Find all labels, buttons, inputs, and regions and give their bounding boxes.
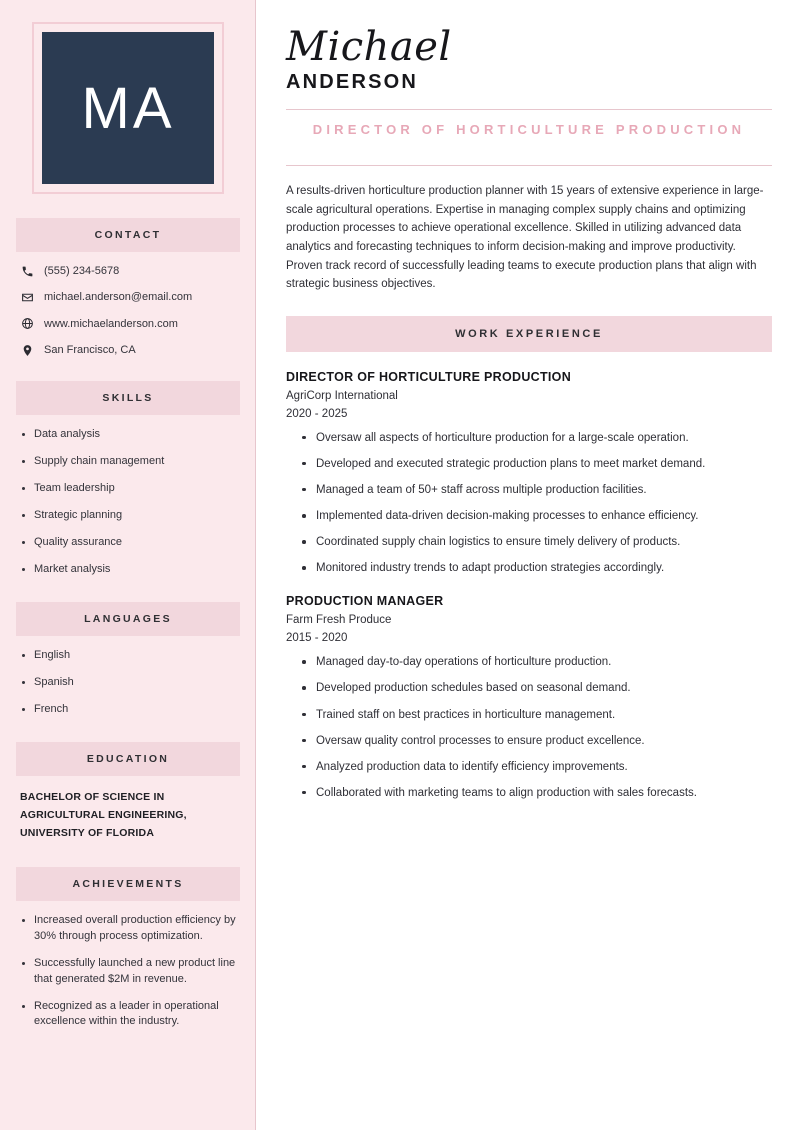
experience-company: Farm Fresh Produce: [286, 614, 392, 627]
list-item: Spanish: [20, 675, 236, 691]
experience-entry-1: [286, 370, 772, 577]
list-item: English: [20, 648, 236, 664]
experience-dates: 2015 - 2020: [286, 632, 348, 645]
phone-icon: [20, 265, 34, 278]
experience-title: DIRECTOR OF HORTICULTURE PRODUCTION: [286, 369, 572, 384]
list-item: Market analysis: [20, 562, 236, 578]
list-item: Recognized as a leader in operational excellence within the industry.: [20, 999, 236, 1031]
list-item: Supply chain management: [20, 454, 236, 470]
contact-value-email: michael.anderson@email.com: [44, 291, 193, 304]
contact-value-phone: (555) 234-5678: [44, 265, 120, 277]
contact-item-website: [20, 317, 236, 331]
envelope-icon: [20, 291, 34, 304]
experience-title: PRODUCTION MANAGER: [286, 594, 444, 609]
sidebar-divider: [255, 0, 256, 1130]
main-content: [256, 0, 800, 1130]
section-heading-contact: CONTACT: [16, 218, 240, 252]
languages-list: [16, 648, 240, 718]
sidebar: [0, 0, 256, 1130]
experience-company: AgriCorp International: [286, 389, 398, 402]
monogram-initials: MA: [81, 75, 175, 141]
divider-below-title: [286, 165, 772, 166]
professional-summary: A results-driven horticulture production planner with 15 years of extensive experience in large-scale agricultural operations. Expertise in managing complex supply chains and optimizing production processes to achieve operational excellence. Skilled in utilizing advanced data analytics and forecasting techniques to inform decision-making and improve productivity. Proven track record of successfully leading teams to execute production plans that align with strategic business objectives.: [286, 185, 764, 291]
list-item: Managed a team of 50+ staff across multiple production facilities.: [302, 482, 772, 498]
contact-item-email: [20, 290, 236, 304]
list-item: Team leadership: [20, 481, 236, 497]
location-pin-icon: [20, 344, 34, 357]
section-heading-languages: LANGUAGES: [16, 602, 240, 636]
contact-item-phone: [20, 264, 236, 278]
section-heading-skills: SKILLS: [16, 381, 240, 415]
list-item: Collaborated with marketing teams to align production with sales forecasts.: [302, 785, 772, 801]
experience-entry-2: [286, 594, 772, 801]
skills-list: [16, 427, 240, 578]
list-item: Data analysis: [20, 427, 236, 443]
list-item: Increased overall production efficiency by 30% through process optimization.: [20, 913, 236, 945]
section-heading-education: EDUCATION: [16, 742, 240, 776]
monogram-block: [42, 32, 214, 184]
list-item: Strategic planning: [20, 508, 236, 524]
job-title: DIRECTOR OF HORTICULTURE PRODUCTION: [312, 122, 746, 137]
education-entry: BACHELOR OF SCIENCE IN AGRICULTURAL ENGINEERING, UNIVERSITY OF FLORIDA: [20, 790, 187, 840]
achievements-list: [16, 913, 240, 1031]
list-item: Quality assurance: [20, 535, 236, 551]
last-name: ANDERSON: [286, 71, 419, 93]
contact-item-location: [20, 343, 236, 357]
first-name: Michael: [286, 24, 452, 70]
contact-list: [16, 264, 240, 357]
list-item: Monitored industry trends to adapt production strategies accordingly.: [302, 560, 772, 576]
list-item: Coordinated supply chain logistics to ensure timely delivery of products.: [302, 534, 772, 550]
list-item: Oversaw all aspects of horticulture production for a large-scale operation.: [302, 430, 772, 446]
experience-bullets: [286, 654, 772, 801]
contact-value-website: www.michaelanderson.com: [44, 317, 178, 330]
list-item: Successfully launched a new product line that generated $2M in revenue.: [20, 956, 236, 988]
section-heading-work-experience: WORK EXPERIENCE: [286, 316, 772, 352]
monogram-frame: [32, 22, 224, 194]
experience-dates: 2020 - 2025: [286, 407, 348, 420]
list-item: Implemented data-driven decision-making processes to enhance efficiency.: [302, 508, 772, 524]
experience-bullets: [286, 430, 772, 577]
list-item: Developed production schedules based on seasonal demand.: [302, 680, 772, 696]
list-item: Trained staff on best practices in horticulture management.: [302, 707, 772, 723]
list-item: French: [20, 702, 236, 718]
list-item: Analyzed production data to identify efficiency improvements.: [302, 759, 772, 775]
list-item: Managed day-to-day operations of horticulture production.: [302, 654, 772, 670]
section-heading-achievements: ACHIEVEMENTS: [16, 867, 240, 901]
list-item: Developed and executed strategic production plans to meet market demand.: [302, 456, 772, 472]
list-item: Oversaw quality control processes to ensure product excellence.: [302, 733, 772, 749]
globe-icon: [20, 317, 34, 330]
contact-value-location: San Francisco, CA: [44, 343, 136, 356]
